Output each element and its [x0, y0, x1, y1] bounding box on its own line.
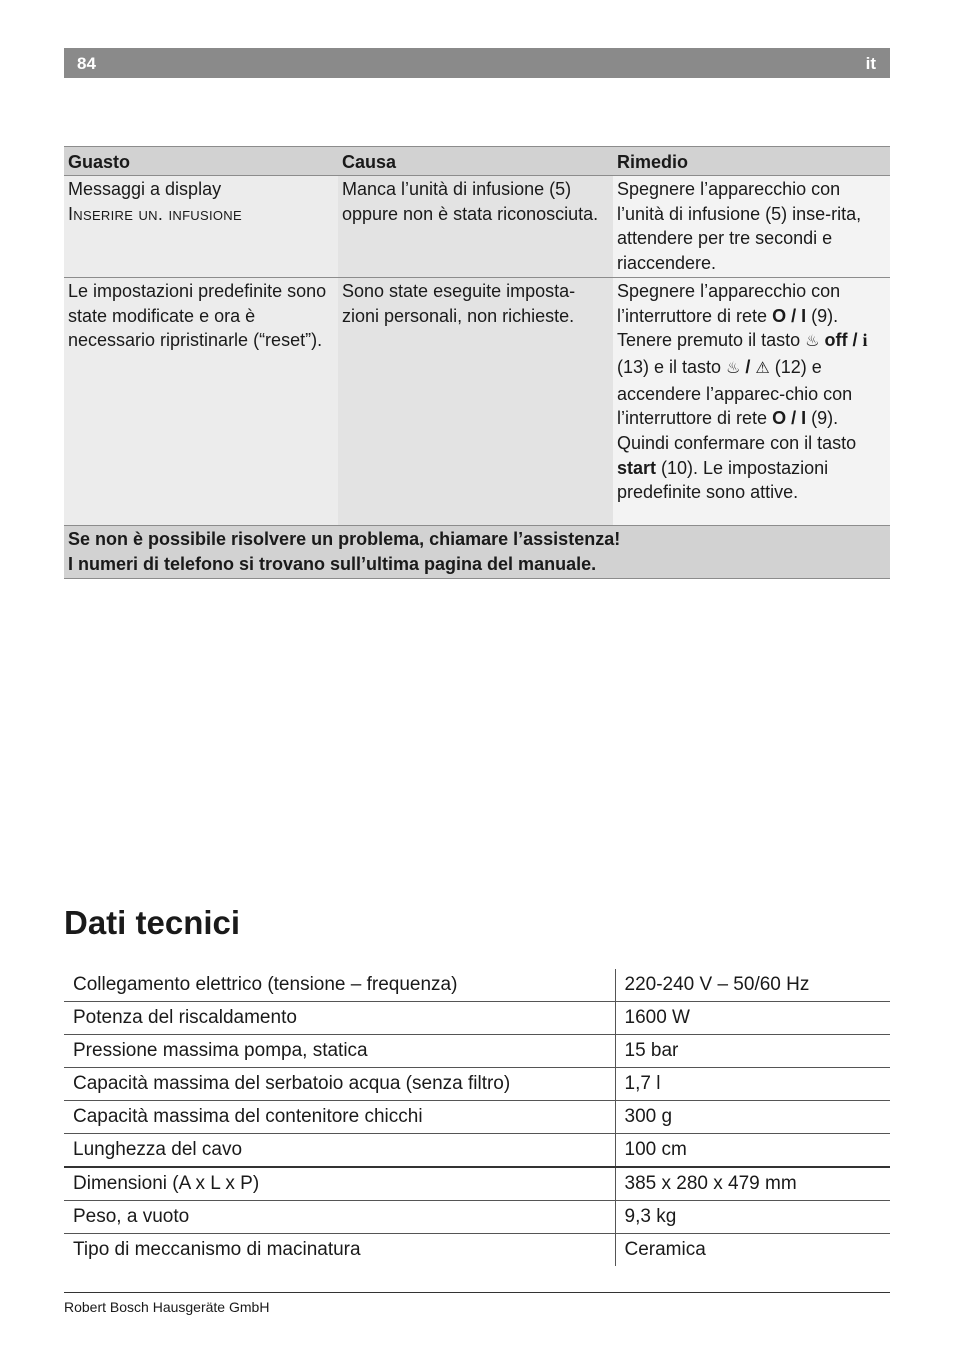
spec-value: 9,3 kg: [615, 1201, 890, 1234]
rimedio-text: (13) e il tasto: [617, 356, 727, 377]
spec-label: Pressione massima pompa, statica: [64, 1035, 615, 1068]
spec-value: Ceramica: [615, 1234, 890, 1267]
assistance-note-row: [64, 525, 890, 578]
slash-separator: /: [740, 356, 756, 377]
spec-value: 300 g: [615, 1101, 890, 1134]
spec-row: [64, 1068, 890, 1101]
column-header-causa: Causa: [338, 147, 613, 176]
display-message: Inserire un. infusione: [68, 203, 242, 224]
causa-cell: Manca l’unità di infusione (5) oppure non è stata riconosciuta.: [338, 176, 613, 278]
spec-label: Collegamento elettrico (tensione – frequenza): [64, 969, 615, 1002]
table-row: [64, 176, 890, 278]
spec-label: Tipo di meccanismo di macinatura: [73, 1239, 361, 1260]
technical-specs-table: [64, 969, 890, 1266]
spec-label: Capacità massima del contenitore chicchi: [64, 1101, 615, 1134]
rimedio-text: (10). Le impostazioni predefinite sono attive.: [617, 457, 829, 503]
spec-value: 100 cm: [615, 1134, 890, 1168]
table-row: [64, 277, 890, 525]
footer-divider: [64, 1292, 890, 1293]
rimedio-text: (9). Quindi confermare con il tasto: [617, 408, 857, 454]
rimedio-cell: [613, 277, 890, 525]
guasto-text: Messaggi a display: [68, 179, 222, 199]
rimedio-text: (12) e accendere l’apparec-chio con l’interruttore di rete: [617, 356, 853, 429]
spec-label: Lunghezza del cavo: [64, 1134, 615, 1168]
spec-value: 385 x 280 x 479 mm: [615, 1167, 890, 1201]
footer-company: Robert Bosch Hausgeräte GmbH: [64, 1299, 270, 1315]
steam-icon: ♨: [805, 333, 820, 351]
spec-row: [64, 1234, 890, 1267]
power-switch-symbol: O / I: [772, 305, 807, 326]
spec-row: [64, 1201, 890, 1234]
spec-row: [64, 1035, 890, 1068]
rimedio-cell: Spegnere l’apparecchio con l’unità di infusione (5) inse-rita, attendere per tre secondi e riaccendere.: [613, 176, 890, 278]
spec-row: [64, 1101, 890, 1134]
start-key: start: [617, 457, 657, 478]
guasto-cell: [64, 176, 338, 278]
language-code: it: [865, 54, 876, 73]
spec-value: 1,7 l: [615, 1068, 890, 1101]
spec-row: [64, 969, 890, 1002]
table-header-row: [64, 147, 890, 176]
column-header-rimedio: Rimedio: [613, 147, 890, 176]
off-info-key: off /: [819, 330, 863, 351]
spec-row: [64, 1002, 890, 1035]
page-number: 84: [77, 54, 96, 73]
rimedio-text: (9). Tenere premuto il tasto: [617, 305, 839, 351]
spec-value: 15 bar: [615, 1035, 890, 1068]
section-title: Dati tecnici: [64, 904, 241, 941]
guasto-cell: Le impostazioni predefinite sono state modificate e ora è necessario ripristinarle (“reset”).: [64, 277, 338, 525]
spec-value: 1600 W: [615, 1002, 890, 1035]
spec-value: 220-240 V – 50/60 Hz: [615, 969, 890, 1002]
spec-label: Peso, a vuoto: [64, 1201, 615, 1234]
spec-row: [64, 1167, 890, 1201]
causa-cell: Sono state eseguite imposta-zioni personali, non richieste.: [338, 277, 613, 525]
steam-icon: ♨: [726, 359, 741, 377]
assistance-note: [64, 525, 890, 578]
info-icon: i: [862, 330, 868, 351]
assistance-note-line2: I numeri di telefono si trovano sull’ultima pagina del manuale.: [68, 553, 597, 574]
column-header-guasto: Guasto: [64, 147, 338, 176]
assistance-note-line1: Se non è possibile risolvere un problema, chiamare l’assistenza!: [68, 528, 621, 549]
troubleshooting-table: [64, 146, 890, 579]
power-switch-symbol: O / I: [772, 408, 807, 429]
spec-label: Dimensioni (A x L x P): [64, 1167, 615, 1201]
spec-label: Capacità massima del serbatoio acqua (senza filtro): [64, 1068, 615, 1101]
spec-label: Potenza del riscaldamento: [64, 1002, 615, 1035]
warning-icon: ⚠: [755, 359, 770, 377]
spec-row: [64, 1134, 890, 1168]
page-header-bar: [64, 48, 890, 78]
rimedio-text: Spegnere l’apparecchio con l’interruttore di rete: [617, 280, 841, 326]
